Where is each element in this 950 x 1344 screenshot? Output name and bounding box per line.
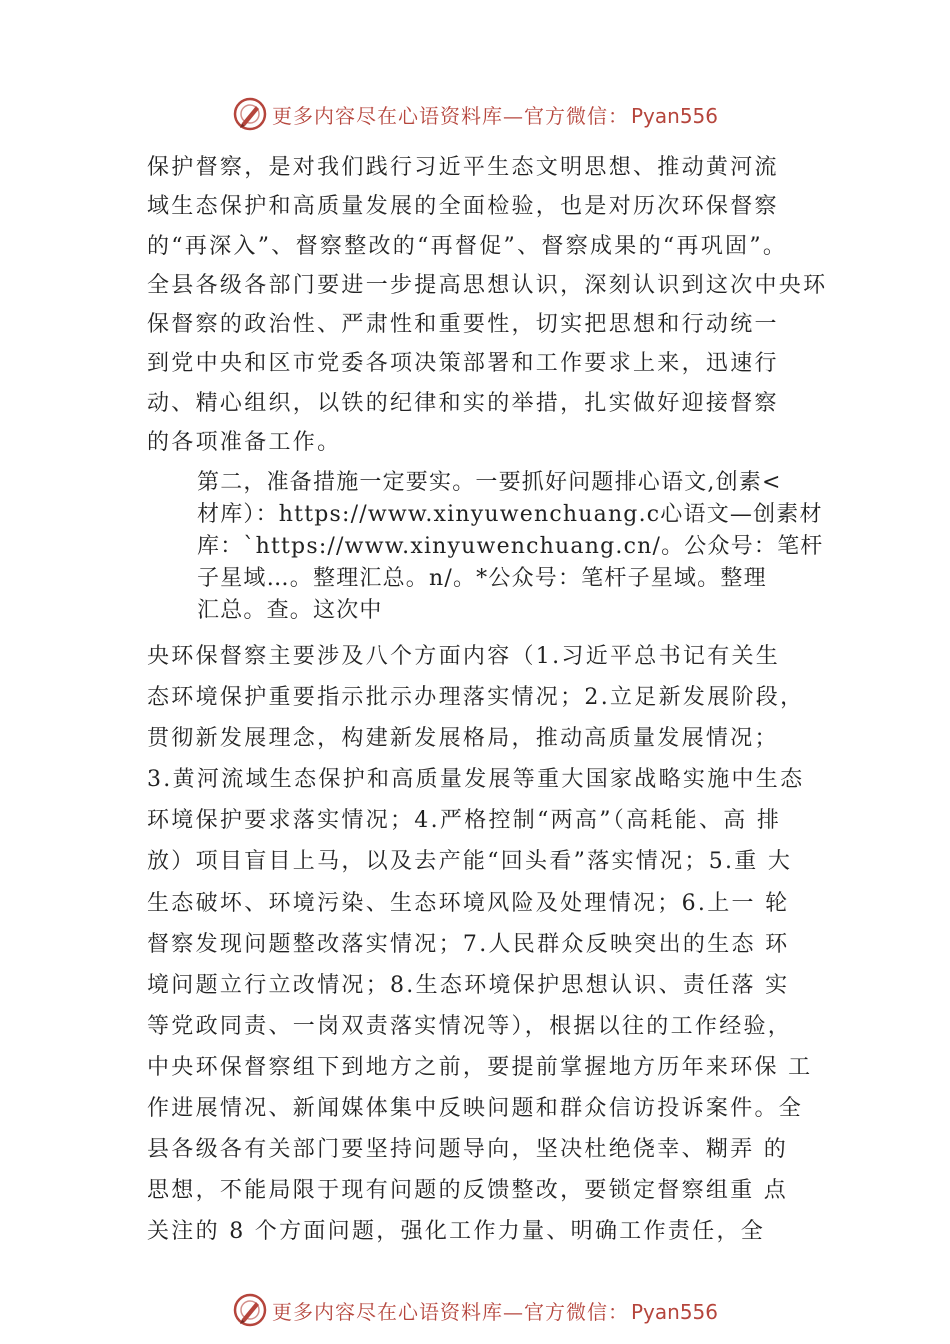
text-line: 材库）：https://www.xinyuwenchuang.c心语文—创素材 [197,502,823,527]
text-line: 央环保督察主要涉及八个方面内容（1.习近平总书记有关生 [147,644,781,669]
footer-banner-text: 更多内容尽在心语资料库—官方微信： Pyan556 [271,1299,718,1324]
pen-logo-icon [232,96,268,132]
text-line: 动、精心组织，以铁的纪律和实的举措，扎实做好迎接督察 [147,390,779,416]
text-line: 的“再深入”、督察整改的“再督促”、督察成果的“再巩固”。 [147,233,788,259]
text-line: 境问题立行立改情况；8.生态环境保护思想认识、责任落 实 [147,972,790,998]
text-line: 中央环保督察组下到地方之前，要提前掌握地方历年来环保 工 [147,1054,813,1080]
text-line: 思想，不能局限于现有问题的反馈整改，要锁定督察组重 点 [147,1178,789,1204]
text-line: 等党政同责、一岗双责落实情况等），根据以往的工作经验， [147,1013,793,1039]
header-watermark-banner [0,94,950,134]
text-line: 库：`https://www.xinyuwenchuang.cn/。公众号：笔杆 [197,534,824,559]
paragraph-2-indented [197,467,847,627]
text-line: 县各级各有关部门要坚持问题导向，坚决杜绝侥幸、糊弄 的 [147,1137,789,1163]
text-line: 生态破坏、环境污染、生态环境风险及处理情况；6.上一 轮 [147,890,790,916]
text-line: 汇总。查。这次中 [197,598,383,623]
text-line: 全县各级各部门要进一步提高思想认识，深刻认识到这次中央环 [147,272,828,298]
text-line: 3.黄河流域生态保护和高质量发展等重大国家战略实施中生态 [147,767,805,793]
paragraph-3 [147,636,847,1252]
text-line: 态环境保护重要指示批示办理落实情况；2.立足新发展阶段， [147,685,805,711]
text-line: 贯彻新发展理念，构建新发展格局，推动高质量发展情况； [147,726,779,752]
text-line: 子星域…。整理汇总。n/。*公众号：笔杆子星域。整理 [197,566,767,591]
text-line: 关注的 8 个方面问题，强化工作力量、明确工作责任，全 [147,1219,766,1245]
text-line: 域生态保护和高质量发展的全面检验，也是对历次环保督察 [147,194,779,220]
header-banner-text: 更多内容尽在心语资料库—官方微信： Pyan556 [271,103,718,128]
text-line: 第二，准备措施一定要实。一要抓好问题排心语文,创素< [197,470,782,495]
text-line: 督察发现问题整改落实情况；7.人民群众反映突出的生态 环 [147,931,790,957]
text-line: 作进展情况、新闻媒体集中反映问题和群众信访投诉案件。全 [147,1096,804,1122]
text-line: 保护督察，是对我们践行习近平生态文明思想、推动黄河流 [147,155,779,180]
footer-watermark-banner [0,1290,950,1330]
text-line: 到党中央和区市党委各项决策部署和工作要求上来，迅速行 [147,351,779,377]
text-line: 保督察的政治性、严肃性和重要性，切实把思想和行动统一 [147,312,779,338]
text-line: 的各项准备工作。 [147,430,342,456]
paragraph-1 [147,148,847,462]
pen-logo-icon [232,1292,268,1328]
text-line: 放）项目盲目上马，以及去产能“回头看”落实情况；5.重 大 [147,849,793,875]
text-line: 环境保护要求落实情况；4.严格控制“两高”（高耗能、高 排 [147,808,782,834]
